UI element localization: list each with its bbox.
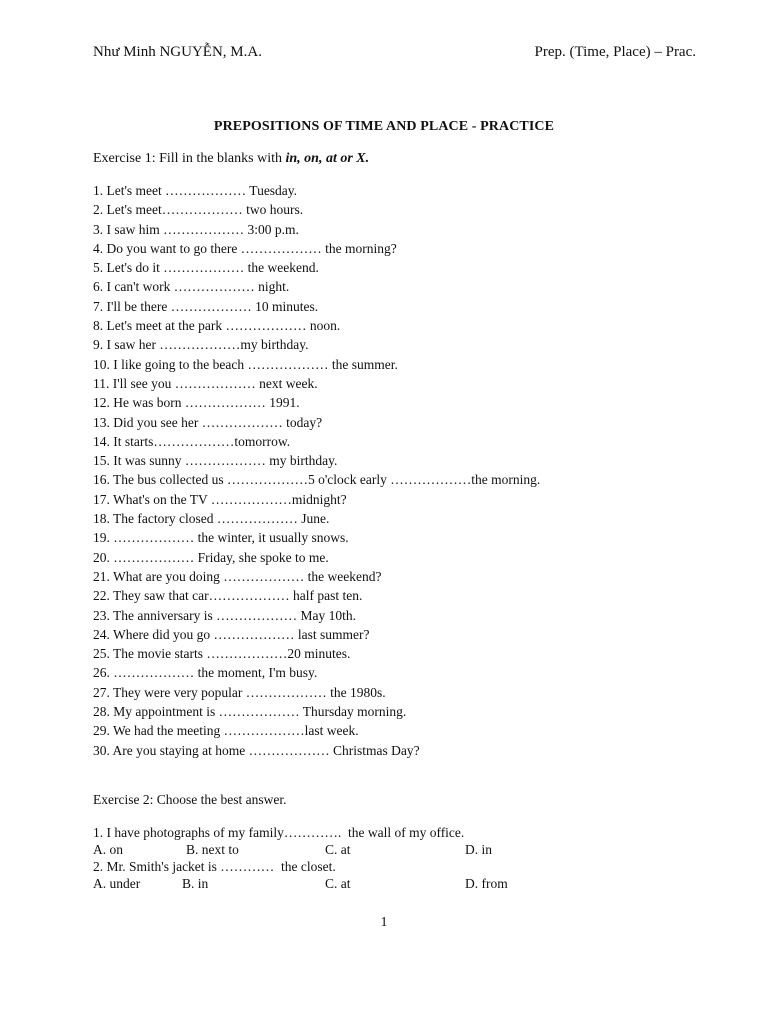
exercise1-item: 21. What are you doing ……………… the weekend? <box>93 568 382 584</box>
option-b: B. in <box>182 876 209 891</box>
exercise1-item: 17. What's on the TV ………………midnight? <box>93 491 347 507</box>
exercise1-item: 15. It was sunny ……………… my birthday. <box>93 453 338 469</box>
option-a: A. under <box>93 876 141 891</box>
option-a: A. on <box>93 842 123 857</box>
exercise1-item: 5. Let's do it ……………… the weekend. <box>93 260 319 276</box>
exercise1-item: 18. The factory closed ……………… June. <box>93 511 330 527</box>
exercise1-item: 10. I like going to the beach ……………… the summer. <box>93 356 398 372</box>
exercise2-options <box>93 841 613 858</box>
exercise1-item: 14. It starts………………tomorrow. <box>93 433 291 449</box>
exercise1-item: 1. Let's meet ……………… Tuesday. <box>93 183 298 198</box>
exercise2-questions <box>93 824 613 892</box>
exercise1-item: 20. ……………… Friday, she spoke to me. <box>93 549 329 565</box>
exercise1-item: 9. I saw her ………………my birthday. <box>93 337 309 353</box>
exercise1-item: 4. Do you want to go there ……………… the morning? <box>93 240 397 256</box>
exercise1-item: 28. My appointment is ……………… Thursday morning. <box>93 704 407 720</box>
exercise1-item: 19. ……………… the winter, it usually snows. <box>93 530 349 546</box>
header-topic: Prep. (Time, Place) – Prac. <box>534 44 696 60</box>
exercise1-list <box>93 181 540 760</box>
exercise1-item: 2. Let's meet……………… two hours. <box>93 202 304 218</box>
exercise1-item: 12. He was born ……………… 1991. <box>93 395 300 411</box>
exercise1-item: 3. I saw him ……………… 3:00 p.m. <box>93 221 299 237</box>
exercise1-item: 27. They were very popular ……………… the 1980s. <box>93 684 386 700</box>
page-header <box>93 44 696 61</box>
document-title: PREPOSITIONS OF TIME AND PLACE - PRACTICE <box>213 119 555 134</box>
exercise1-instruction <box>93 151 369 167</box>
exercise1-instruction-prefix: Exercise 1: Fill in the blanks with <box>93 151 286 166</box>
exercise1-item: 11. I'll see you ……………… next week. <box>93 375 318 391</box>
exercise1-item: 7. I'll be there ……………… 10 minutes. <box>93 298 319 314</box>
exercise1-item: 29. We had the meeting ………………last week. <box>93 723 359 739</box>
exercise1-item: 22. They saw that car……………… half past ten. <box>93 588 363 604</box>
exercise1-item: 25. The movie starts ………………20 minutes. <box>93 646 351 662</box>
exercise1-item: 30. Are you staying at home ……………… Christmas Day? <box>93 742 420 758</box>
header-author: Như Minh NGUYỄN, M.A. <box>93 44 262 60</box>
exercise1-item: 24. Where did you go ……………… last summer? <box>93 626 370 642</box>
exercise1-item: 16. The bus collected us ………………5 o'clock early ………………the morning. <box>93 472 541 488</box>
exercise2-question: 2. Mr. Smith's jacket is ………… the closet. <box>93 859 336 874</box>
option-d: D. from <box>465 876 508 891</box>
option-c: C. at <box>325 842 351 857</box>
exercise2-question: 1. I have photographs of my family…………. the wall of my office. <box>93 825 465 840</box>
exercise1-instruction-options: in, on, at or X. <box>285 151 370 166</box>
exercise1-item: 8. Let's meet at the park ……………… noon. <box>93 318 341 334</box>
option-c: C. at <box>325 876 351 891</box>
exercise1-item: 13. Did you see her ……………… today? <box>93 414 323 430</box>
exercise1-item: 23. The anniversary is ……………… May 10th. <box>93 607 356 623</box>
exercise2-options <box>93 875 613 892</box>
exercise2-instruction: Exercise 2: Choose the best answer. <box>93 792 287 807</box>
option-b: B. next to <box>186 842 239 857</box>
exercise1-item: 6. I can't work ……………… night. <box>93 279 290 295</box>
exercise1-item: 26. ……………… the moment, I'm busy. <box>93 665 318 681</box>
page-number: 1 <box>380 915 388 930</box>
option-d: D. in <box>465 842 492 857</box>
